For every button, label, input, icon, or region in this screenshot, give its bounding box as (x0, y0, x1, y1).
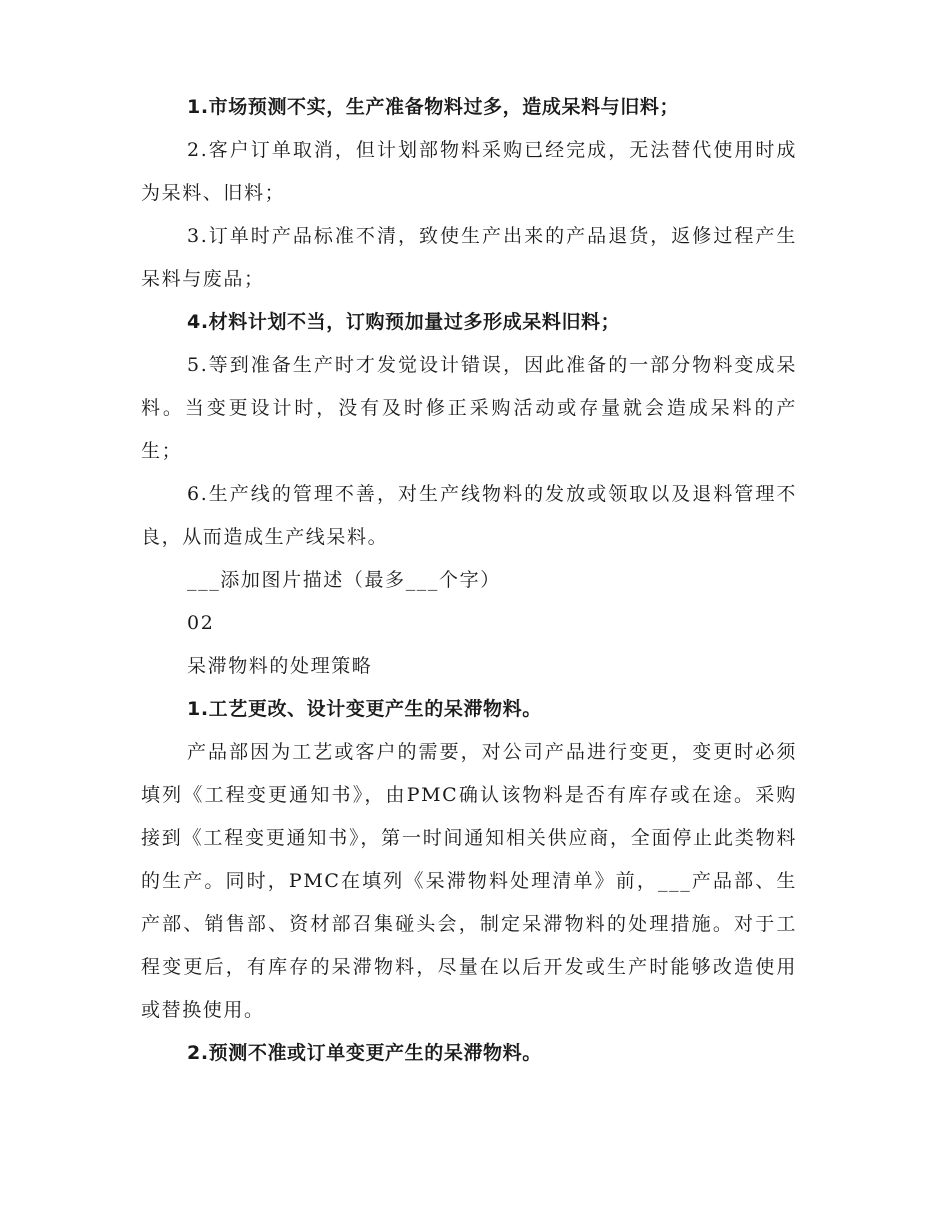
strategy-heading-2: 2.预测不准或订单变更产生的呆滞物料。 (187, 1042, 542, 1064)
document-page (141, 86, 797, 1075)
paragraph-cause-5: 5.等到准备生产时才发觉设计错误，因此准备的一部分物料变成呆料。当变更设计时，没有及时修正采购活动或存量就会造成呆料的产生； (141, 354, 797, 462)
strategy-body-1: 产品部因为工艺或客户的需要，对公司产品进行变更，变更时必须填列《工程变更通知书》，由PMC确认该物料是否有库存或在途。采购接到《工程变更通知书》，第一时间通知相关供应商，全面停止此类物料的生产。同时，PMC在填列《呆滞物料处理清单》前，___产品部、生产部、销售部、资材部召集碰头会，制定呆滞物料的处理措施。对于工程变更后，有库存的呆滞物料，尽量在以后开发或生产时能够改造使用或替换使用。 (141, 741, 797, 1021)
paragraph-cause-1: 1.市场预测不实，生产准备物料过多，造成呆料与旧料； (187, 96, 680, 118)
paragraph-cause-4: 4.材料计划不当，订购预加量过多形成呆料旧料； (187, 311, 621, 333)
image-caption-placeholder: ___添加图片描述（最多___个字） (187, 569, 501, 591)
paragraph-cause-3: 3.订单时产品标准不清，致使生产出来的产品退货，返修过程产生呆料与废品； (141, 225, 797, 290)
strategy-heading-1: 1.工艺更改、设计变更产生的呆滞物料。 (187, 698, 542, 720)
paragraph-cause-6: 6.生产线的管理不善，对生产线物料的发放或领取以及退料管理不良，从而造成生产线呆料。 (141, 483, 797, 548)
section-title: 呆滞物料的处理策略 (187, 655, 373, 677)
paragraph-cause-2: 2.客户订单取消，但计划部物料采购已经完成，无法替代使用时成为呆料、旧料； (141, 139, 797, 204)
section-number: 02 (187, 612, 215, 634)
